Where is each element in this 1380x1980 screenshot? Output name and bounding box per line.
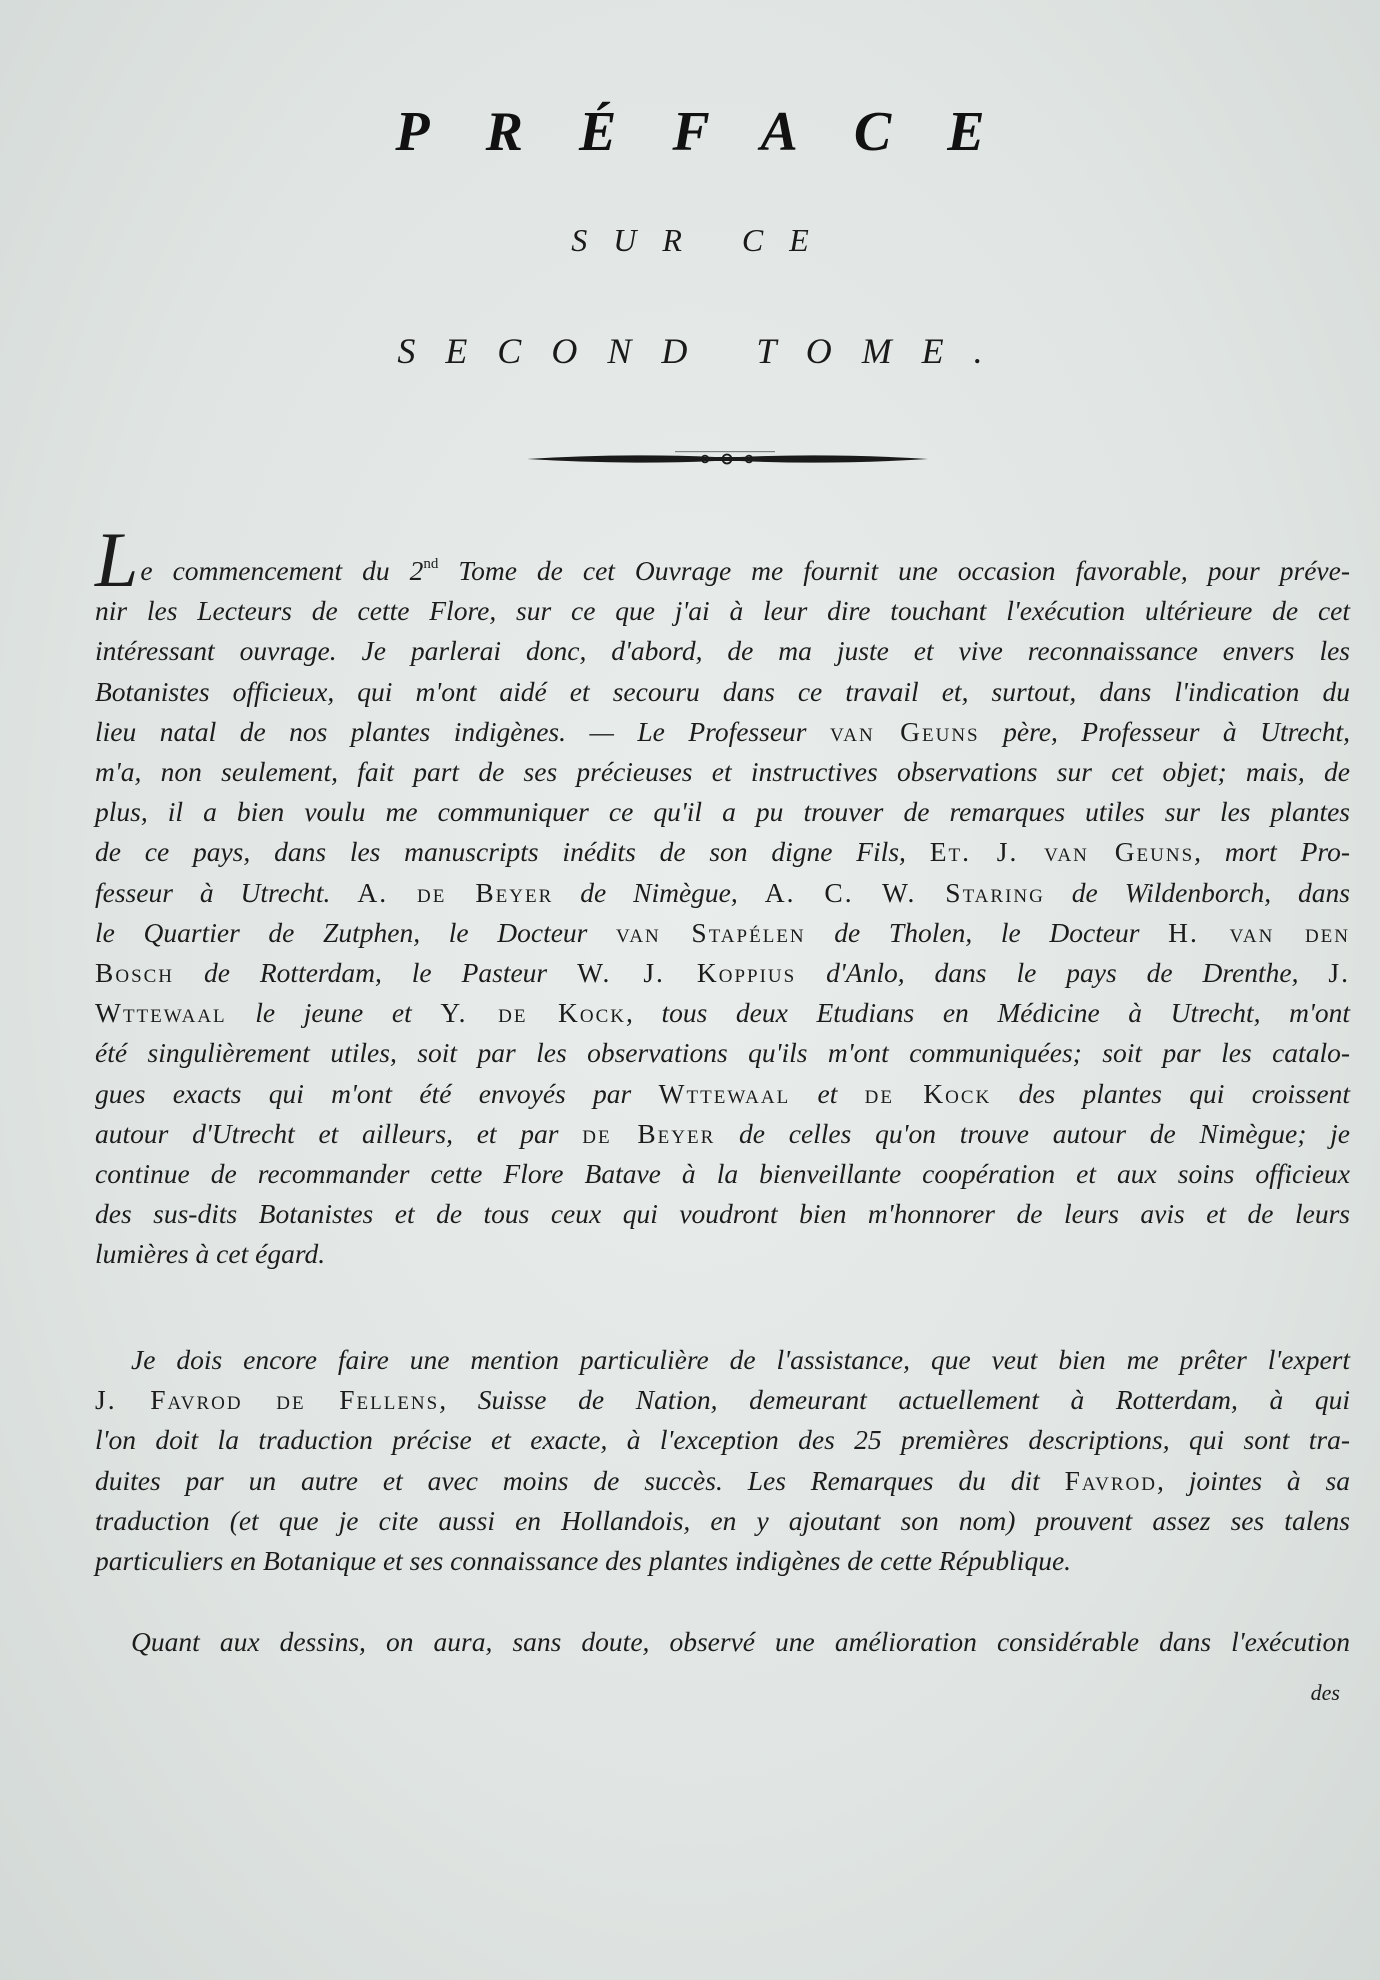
paragraph-2: Je dois encore faire une mention particulière de l'assistance, que veut bien me prêter l'expert J. Favrod de Fellens, Suisse de Nation, demeurant actuellement à Rotterdam, à qui l'on doit la traduction précise et exacte, à l'exception des 25 premières descriptions, qui sont tra- duites par un autre et avec moins de succès. Les Remarques du dit Favrod, jointes à sa traduction (et que je cite aussi en Hollandois, en y ajoutant son nom) prouvent assez ses talens particuliers en Botanique et ses connaissance des plantes indigènes de cette République. xyxy=(95,1344,1350,1577)
paragraph-1: Le commencement du 2nd Tome de cet Ouvrage me fournit une occasion favorable, pour préve- nir les Lecteurs de cette Flore, sur ce que j'ai à leur dire touchant l'exécution ultérieure de cet intéressant ouvrage. Je parlerai donc, d'abord, de ma juste et vive reconnaissance envers les Botanistes officieux, qui m'ont aidé et secouru dans ce travail et, surtout, dans l'indication du lieu natal de nos plantes indigènes. — Le Professeur van Geuns père, Professeur à Utrecht, m'a, non seulement, fait part de ses précieuses et instructives observations sur cet objet; mais, de plus, il a bien voulu me communiquer ce qu'il a pu trouver de remarques utiles sur les plantes de ce pays, dans les manuscripts inédits de son digne Fils, Et. J. van Geuns, mort Pro- fesseur à Utrecht. A. de Beyer de Nimègue, A. C. W. Staring de Wildenborch, dans le Quartier de Zutphen, le Docteur van Stapélen de Tholen, le Docteur H. van den Bosch de Rotterdam, le Pasteur W. J. Koppius d'Anlo, dans le pays de Drenthe, J. Wttewaal le jeune et Y. de Kock, tous deux Etudians en Médicine à Utrecht, m'ont été singulièrement utiles, soit par les observations qu'ils m'ont communiquées; soit par les catalo- gues exacts qui m'ont été envoyés par Wttewaal et de Kock des plantes qui croissent autour d'Utrecht et ailleurs, et par de Beyer de celles qu'on trouve autour de Nimègue; je continue de recommander cette Flore Batave à la bienveillante coopération et aux soins officieux des sus-dits Botanistes et de tous ceux qui voudront bien m'honnorer de leurs avis et de leurs lumières à cet égard. xyxy=(95,516,1351,1270)
ornament-divider-icon xyxy=(525,448,930,470)
subtitle-line-1: SUR CE xyxy=(571,222,835,258)
drop-cap: L xyxy=(95,516,139,603)
catchword: des xyxy=(1310,1680,1340,1705)
subtitle-line-2: SECOND TOME. xyxy=(397,331,1013,371)
paragraph-3: Quant aux dessins, on aura, sans doute, observé une amélioration considérable dans l'exécution xyxy=(131,1626,1350,1657)
page-title: PRÉFACE xyxy=(395,101,1041,163)
